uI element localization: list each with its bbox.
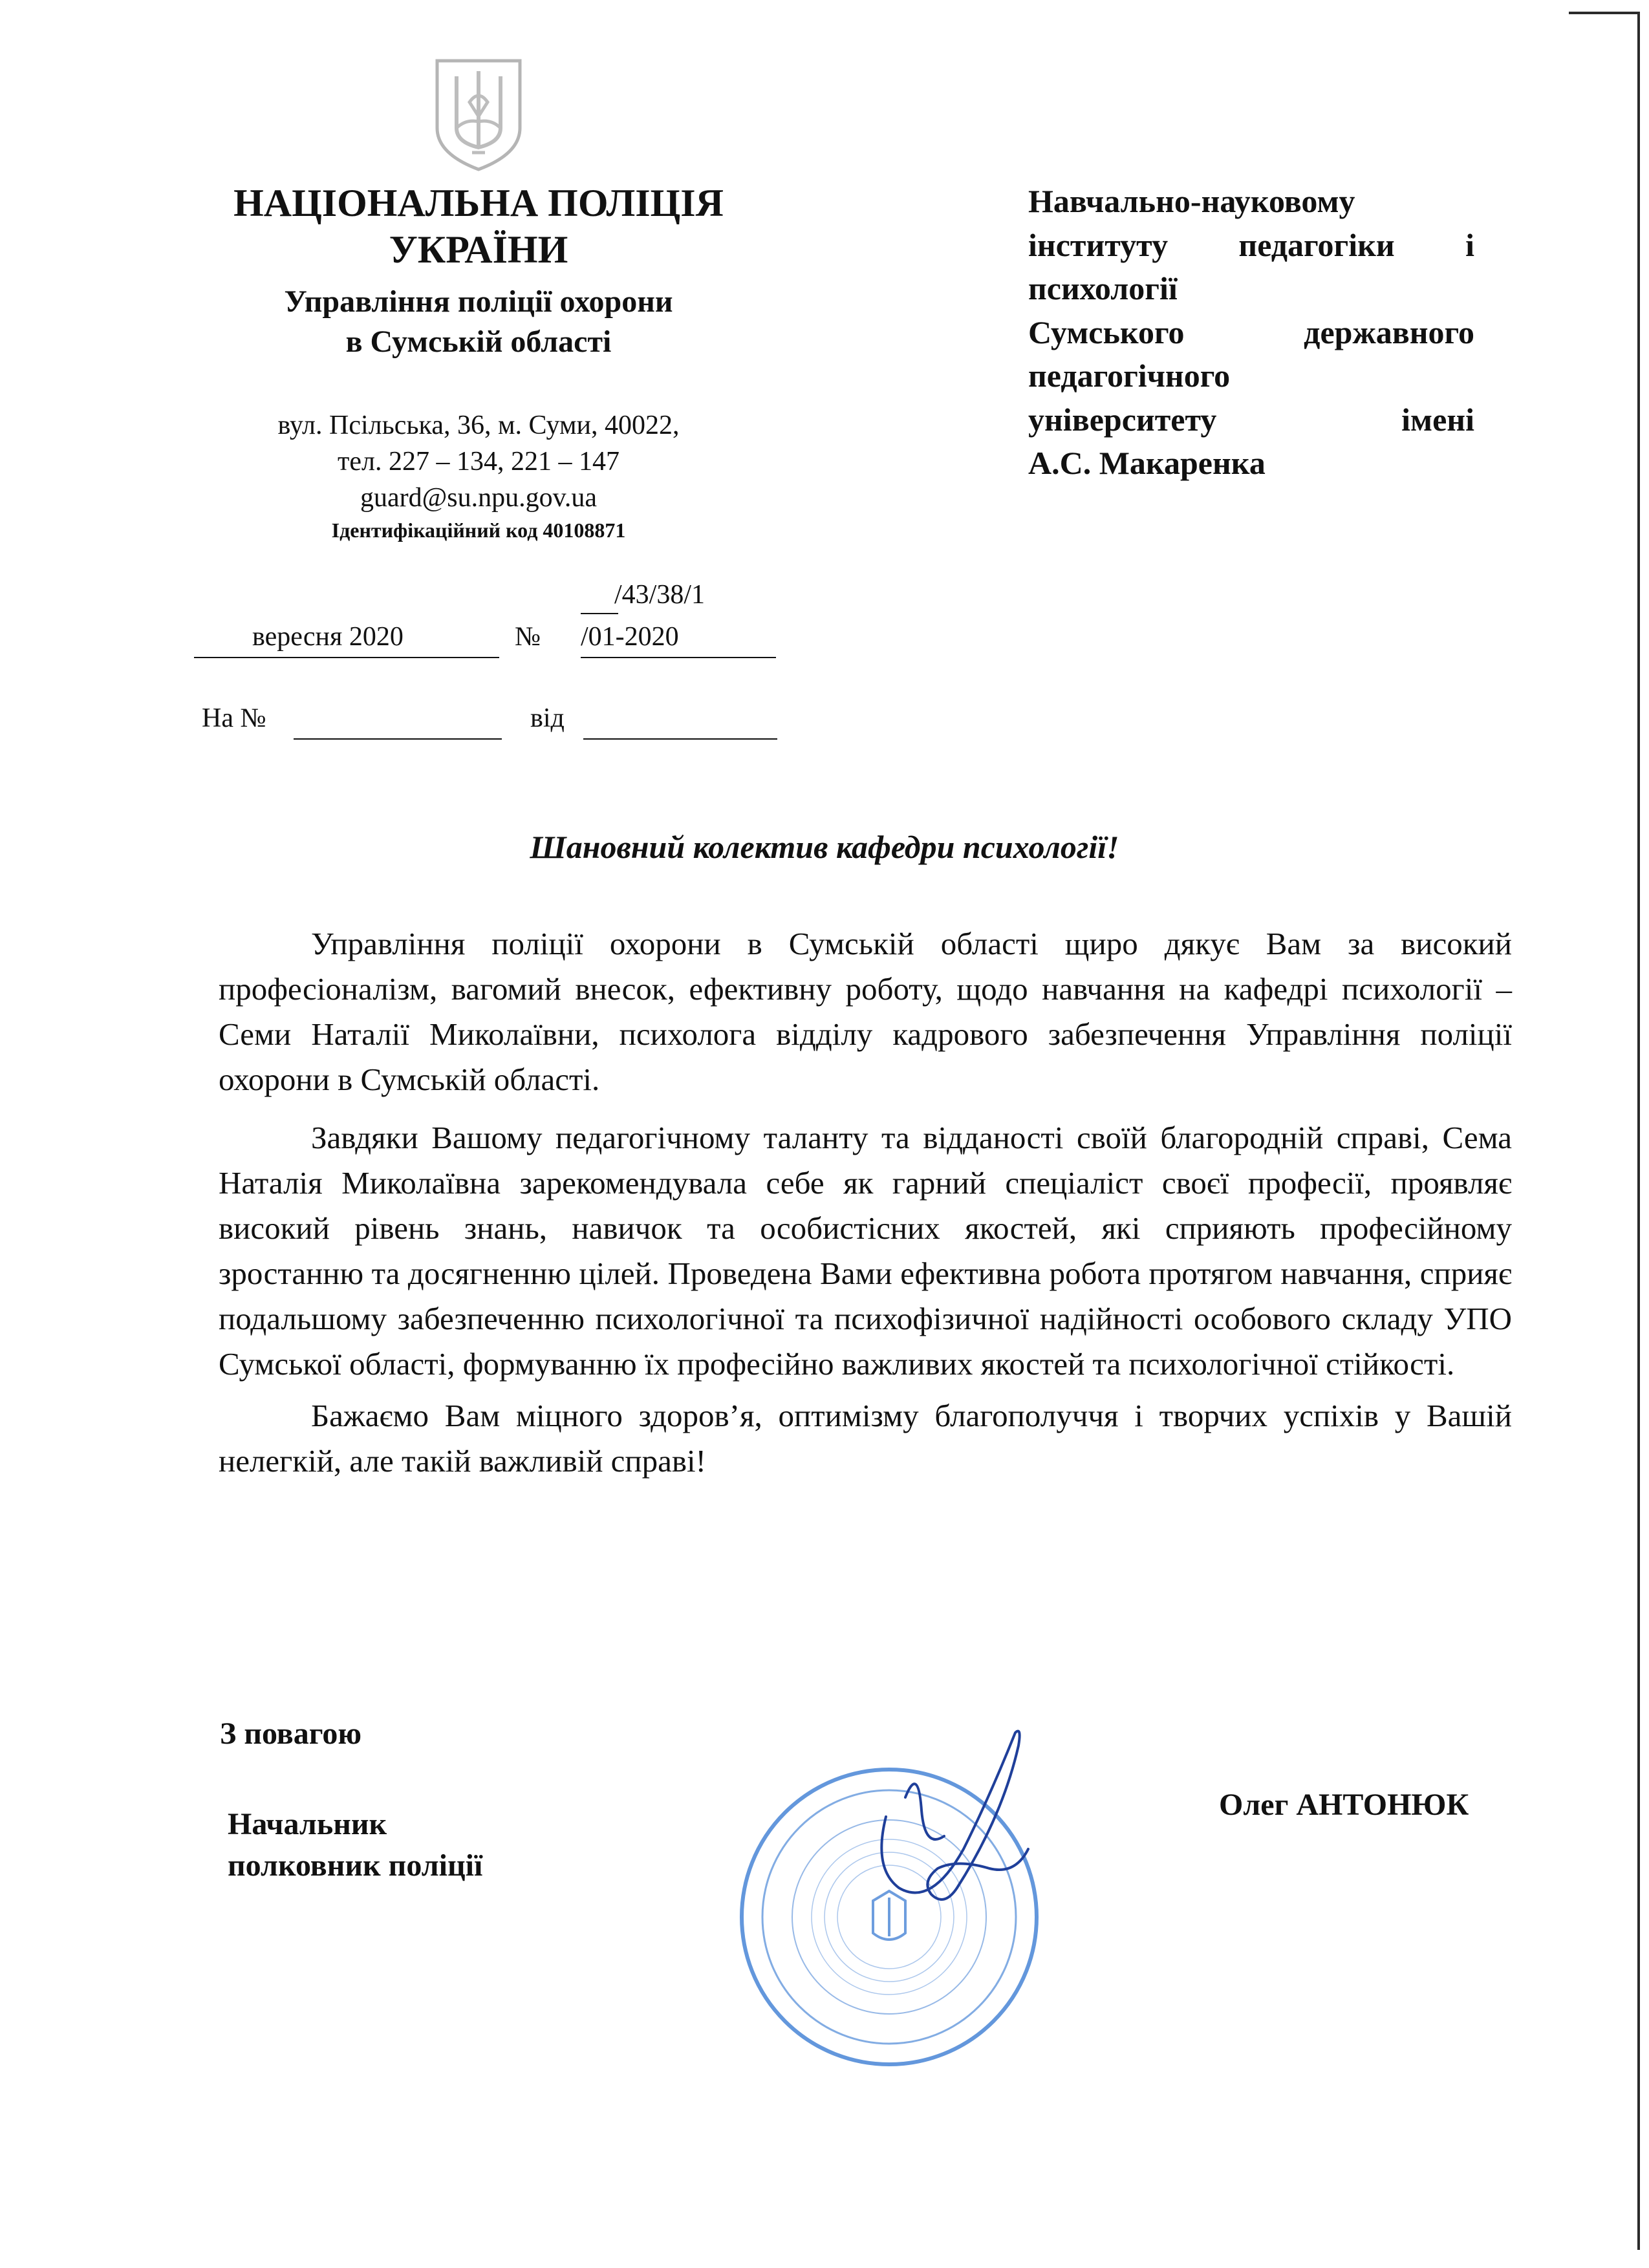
number-underline bbox=[581, 657, 776, 658]
recipient-word: педагогіки bbox=[1238, 226, 1395, 263]
body-paragraph-2: Завдяки Вашому педагогічному таланту та відданості своїй благородній справі, Сема Наталія Миколаївна зарекомендувала себе як гарний спеціаліст своєї професії, проявляє високий рівень знань, навичок та особистісних якостей, які сприяють професійному зростанню та досягненню цілей. Проведена Вами ефективна робота протягом навчання, сприяє подальшому забезпеченню психологічної та психофізичної надійності особового складу УПО Сумської області, формуванню їх професійно важливих якостей та психологічної стійкості. bbox=[219, 1120, 1512, 1382]
letter-date: вересня 2020 bbox=[252, 622, 404, 652]
recipient-line-3: психології bbox=[1028, 270, 1178, 306]
recipient-word: інституту bbox=[1028, 226, 1169, 263]
recipient-line-2 bbox=[1028, 224, 1474, 268]
unit-line-2: в Сумській області bbox=[345, 325, 612, 359]
recipient-line-6 bbox=[1028, 398, 1474, 442]
scan-edge-line bbox=[1637, 13, 1640, 2250]
body-paragraph-3: Бажаємо Вам міцного здоров’я, оптимізму благополуччя і творчих успіхів у Вашій нелегкій, але такій важливій справі! bbox=[219, 1398, 1512, 1479]
recipient-line-1: Навчально-науковому bbox=[1028, 183, 1355, 219]
sender-email: guard@su.npu.gov.ua bbox=[360, 483, 598, 513]
sender-id-code: Ідентифікаційний код 40108871 bbox=[331, 519, 626, 542]
sender-address: вул. Псільська, 36, м. Суми, 40022, bbox=[277, 411, 680, 440]
coat-of-arms-icon bbox=[433, 57, 524, 173]
letter-number-top: /43/38/1 bbox=[614, 580, 706, 610]
signer-position bbox=[228, 1804, 482, 1887]
position-line-1: Начальник bbox=[228, 1807, 387, 1841]
salutation: Шановний колектив кафедри психології! bbox=[530, 829, 1119, 865]
sender-organization bbox=[162, 180, 795, 273]
recipient-line-7: А.С. Макаренка bbox=[1028, 445, 1266, 481]
signer-name: Олег АНТОНЮК bbox=[1219, 1788, 1469, 1822]
position-line-2: полковник поліції bbox=[228, 1848, 483, 1883]
recipient-word: державного bbox=[1304, 314, 1474, 350]
recipient-line-4 bbox=[1028, 311, 1474, 355]
org-line-1: НАЦІОНАЛЬНА ПОЛІЦІЯ bbox=[233, 182, 724, 224]
body-paragraph-1: Управління поліції охорони в Сумській області щиро дякує Вам за високий професіоналізм, вагомий внесок, ефективну роботу, щодо навчання на кафедрі психології – Семи Наталії Миколаївни, психолога відділу кадрового забезпечення Управління поліції охорони в Сумській області. bbox=[219, 926, 1512, 1097]
number-sign: № bbox=[515, 622, 541, 652]
recipient-line-5: педагогічного bbox=[1028, 358, 1231, 394]
org-line-2: УКРАЇНИ bbox=[389, 228, 568, 271]
recipient-word: Сумського bbox=[1028, 314, 1185, 350]
reply-number-blank bbox=[294, 738, 502, 740]
unit-line-1: Управління поліції охорони bbox=[284, 284, 673, 319]
scan-edge-corner bbox=[1569, 12, 1640, 14]
handwritten-signature bbox=[860, 1720, 1054, 1927]
letter-number-bottom: /01-2020 bbox=[581, 622, 679, 652]
recipient-word: і bbox=[1465, 226, 1474, 263]
recipient-word: університету bbox=[1028, 401, 1217, 438]
from-label: від bbox=[530, 703, 565, 733]
reply-prefix: На № bbox=[202, 703, 266, 733]
sender-phone: тел. 227 – 134, 221 – 147 bbox=[338, 447, 620, 476]
from-date-blank bbox=[583, 738, 777, 740]
recipient-block bbox=[1028, 180, 1474, 486]
sender-unit bbox=[162, 282, 795, 362]
letter-body bbox=[219, 921, 1512, 1484]
closing-phrase: З повагою bbox=[220, 1717, 361, 1751]
recipient-word: імені bbox=[1401, 401, 1474, 438]
number-blank bbox=[581, 613, 618, 614]
date-underline bbox=[194, 657, 499, 658]
